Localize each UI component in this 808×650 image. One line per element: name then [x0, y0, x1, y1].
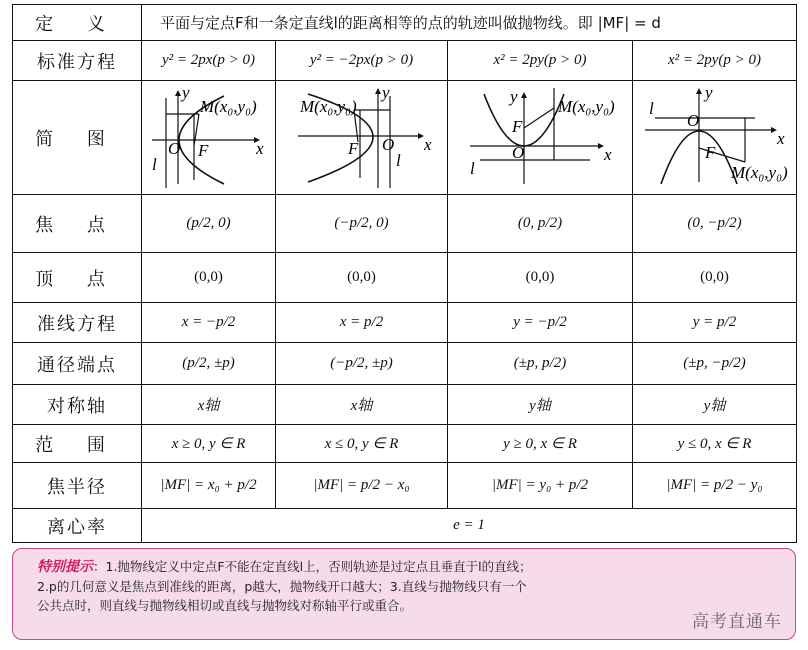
directrix-cell: x = p/2 — [276, 303, 448, 343]
row-label: 通径端点 — [13, 343, 142, 385]
graph-cell — [633, 81, 797, 195]
equation-cell: x² = 2py(p > 0) — [633, 41, 797, 81]
row-label: 标准方程 — [13, 41, 142, 81]
range-row — [13, 425, 797, 463]
eccentricity-value: e = 1 — [142, 509, 797, 543]
definition-row — [13, 5, 797, 41]
point-label: M(x₀,y₀) — [299, 96, 357, 116]
axis-cell: x轴 — [142, 385, 276, 425]
y-axis-label: y — [381, 83, 390, 102]
focus-cell: (p/2, 0) — [142, 195, 276, 253]
parabola-up-graph — [450, 84, 630, 192]
range-cell: x ≥ 0, y ∈ R — [142, 425, 276, 463]
axis-row — [13, 385, 797, 425]
graph-cell — [448, 81, 633, 195]
parabola-table — [12, 4, 797, 543]
directrix-cell: y = −p/2 — [448, 303, 633, 343]
eccentricity-row — [13, 509, 797, 543]
directrix-label: l — [648, 98, 654, 118]
focus-label: F — [347, 138, 358, 158]
point-label: M(x₀,y₀) — [730, 162, 788, 182]
latus-cell: (−p/2, ±p) — [276, 343, 448, 385]
tip-lead: 特别提示 — [37, 559, 93, 575]
range-cell: y ≤ 0, x ∈ R — [633, 425, 797, 463]
row-label: 焦 点 — [13, 195, 142, 253]
focal-radius-cell: |MF| = p/2 − y₀ — [633, 463, 797, 509]
directrix-label: l — [395, 150, 401, 170]
x-axis-label: x — [255, 138, 264, 158]
focus-cell: (0, p/2) — [448, 195, 633, 253]
definition-text: 平面与定点F和一条定直线l的距离相等的点的轨迹叫做抛物线。即 |MF| = d — [142, 5, 797, 41]
origin-label: O — [167, 138, 180, 158]
row-label: 简 图 — [13, 81, 142, 195]
vertex-row — [13, 253, 797, 303]
directrix-cell: x = −p/2 — [142, 303, 276, 343]
latus-cell: (±p, −p/2) — [633, 343, 797, 385]
vertex-cell: (0,0) — [142, 253, 276, 303]
focal-radius-row — [13, 463, 797, 509]
directrix-label: l — [470, 158, 475, 178]
focus-label: F — [704, 142, 715, 162]
axis-cell: x轴 — [276, 385, 448, 425]
range-cell: y ≥ 0, x ∈ R — [448, 425, 633, 463]
axis-cell: y轴 — [448, 385, 633, 425]
tip-line — [37, 557, 783, 577]
vertex-cell: (0,0) — [633, 253, 797, 303]
row-label: 焦半径 — [13, 463, 142, 509]
x-axis-label: x — [776, 128, 785, 148]
point-label: M(x₀,y₀) — [558, 96, 615, 116]
row-label: 对称轴 — [13, 385, 142, 425]
latus-row — [13, 343, 797, 385]
row-label: 范 围 — [13, 425, 142, 463]
y-axis-label: y — [510, 86, 518, 106]
point-label: M(x₀,y₀) — [199, 96, 257, 116]
focal-radius-cell: |MF| = p/2 − x₀ — [276, 463, 448, 509]
focal-radius-cell: |MF| = x₀ + p/2 — [142, 463, 276, 509]
equation-cell: y² = 2px(p > 0) — [142, 41, 276, 81]
directrix-label: l — [151, 154, 157, 174]
axis-cell: y轴 — [633, 385, 797, 425]
latus-cell: (±p, p/2) — [448, 343, 633, 385]
row-label: 顶 点 — [13, 253, 142, 303]
parabola-left-graph — [278, 84, 446, 192]
focus-label: F — [512, 116, 523, 136]
y-axis-label: y — [181, 83, 190, 102]
standard-equation-row — [13, 41, 797, 81]
parabola-right-graph — [144, 84, 274, 192]
focus-cell: (0, −p/2) — [633, 195, 797, 253]
x-axis-label: x — [423, 134, 432, 154]
latus-cell: (p/2, ±p) — [142, 343, 276, 385]
focus-row — [13, 195, 797, 253]
tip-text: ：1.抛物线定义中定点F不能在定直线l上，否则轨迹是过定点且垂直于l的直线； — [93, 559, 532, 574]
y-axis-label: y — [704, 83, 713, 102]
graph-cell — [142, 81, 276, 195]
focal-radius-cell: |MF| = y₀ + p/2 — [448, 463, 633, 509]
row-label: 定 义 — [13, 5, 142, 41]
focus-label: F — [197, 140, 208, 160]
directrix-row — [13, 303, 797, 343]
row-label: 离心率 — [13, 509, 142, 543]
directrix-cell: y = p/2 — [633, 303, 797, 343]
vertex-cell: (0,0) — [448, 253, 633, 303]
equation-cell: x² = 2py(p > 0) — [448, 41, 633, 81]
range-cell: x ≤ 0, y ∈ R — [276, 425, 448, 463]
graph-row — [13, 81, 797, 195]
focus-cell: (−p/2, 0) — [276, 195, 448, 253]
origin-label: O — [686, 110, 699, 130]
special-tip-box — [12, 548, 796, 640]
parabola-down-graph — [635, 84, 795, 192]
graph-cell — [276, 81, 448, 195]
x-axis-label: x — [604, 144, 612, 164]
tip-line: 公共点时，则直线与抛物线相切或直线与抛物线对称轴平行或重合。 — [37, 598, 413, 613]
origin-label: O — [512, 142, 525, 162]
vertex-cell: (0,0) — [276, 253, 448, 303]
row-label: 准线方程 — [13, 303, 142, 343]
origin-label: O — [381, 134, 394, 154]
equation-cell: y² = −2px(p > 0) — [276, 41, 448, 81]
watermark: 高考直通车 — [692, 612, 782, 632]
tip-line: 2.p的几何意义是焦点到准线的距离，p越大，抛物线开口越大；3.直线与抛物线只有一个 — [37, 579, 527, 594]
